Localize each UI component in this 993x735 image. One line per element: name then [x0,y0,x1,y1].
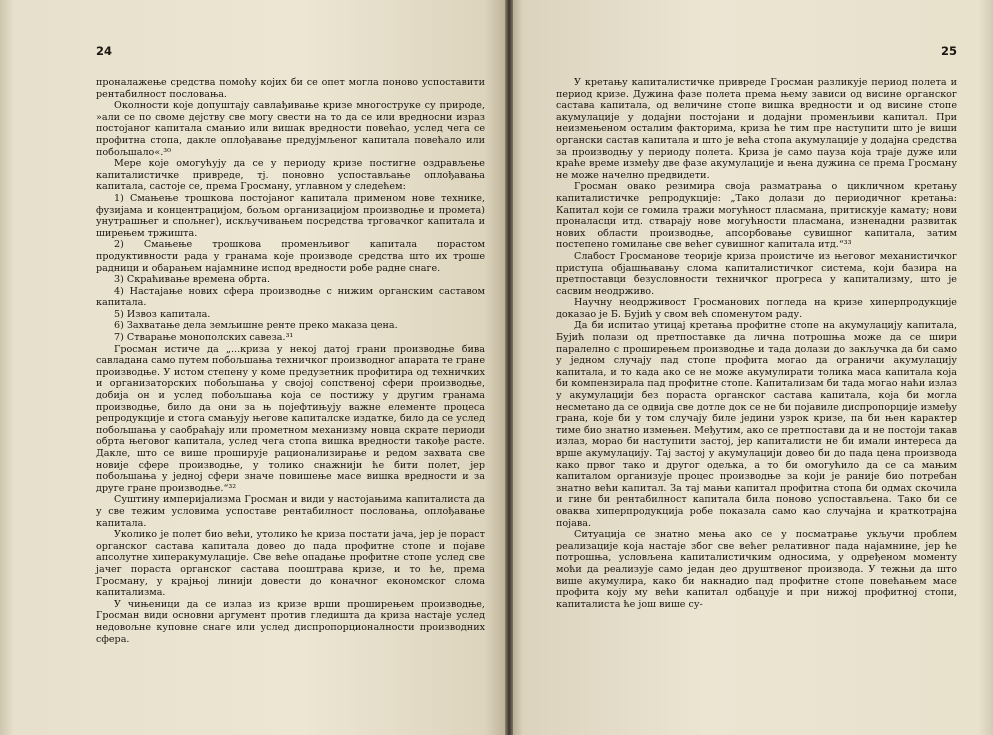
paragraph: Мере које омогућују да се у периоду кризе постигне оздрављење капиталистичке привреде, тј. поновно успостављање оплођавања капитала, састоје се, према Гросману, углавном у следећем: [96,158,485,193]
paragraph: Гросман истиче да „...криза у некој датој грани производње бива савладана само путем побољшања техничког производног апарата те гране производње. У истом степену у коме предузетник профитира од техничких и организаторских побољшања у својој сопственој сфери производње, добија он и услед побољшања која се постижу у другим гранама производње, било да они за њ појефтињују важне елементе процеса репродукције и стога смањују његове капиталске издатке, било да се услед побољшања у саобраћају или прометном механизму новца скрате периоди обрта његовог капитала, услед чега стопа вишка вредности такође расте. Дакле, што се више проширује рационализирање и редом захвата све новије сфере производње, у толико снажнији ће бити полет, јер побољшања у једној сфери значе повишење масе вишка вредности и за друге гране производње.“³² [96,343,485,494]
paragraph: Уколико је полет био већи, утолико ће криза постати јача, јер је пораст органског састава капитала довео до пада профитне стопе и појаве апсолутне хиперакумулације. Све веће опадање профитне стопе услед све јачег пораста органског састава пооштрава кризе, и то ће, према Гросману, у крајњој линији довести до коначног економског слома капитализма. [96,529,485,599]
paragraph: Слабост Гросманове теорије криза проистиче из његовог механистичког приступа објашњавању слома капиталистичког система, који базира на претпоставци безусловности техничког прогреса у капитализму, што је сасвим неодрживо. [556,250,957,297]
list-item: 7) Стварање монополских савеза.³¹ [114,332,294,344]
left-page-body [96,77,485,645]
list-item: 3) Скраћивање времена обрта. [114,274,271,286]
book-gutter [505,0,513,735]
paragraph: Суштину империјализма Гросман и види у настојањима капиталиста да у све тежим условима успоставе рентабилност пословања, оплођавање капитала. [96,494,485,529]
paragraph: проналажење средства помоћу којих би се опет могла поново успоставити рентабилност пословања. [96,77,485,100]
page-number-right: 25 [940,44,957,58]
paragraph: Гросман овако резимира своја разматрања о цикличном кретању капиталистичке репродукције: „Тако долази до периодичног кретања: Капитал који се гомила тражи могућност пласмана, притискује камату; нови проналасци итд. стварају нове могућности пласмана, изненадни развитак нових области производње, апсорбовање сувишног капитала, затим постепено гомилање све већег сувишног капитала итд.“³³ [556,181,957,251]
right-page [513,0,993,735]
paragraph: У чињеници да се излаз из кризе врши проширењем производње, Гросман види основни аргумент против гледишта да криза настаје услед недовољне куповне снаге или услед диспропорционалности производних сфера. [96,598,485,645]
list-item: 4) Настајање нових сфера производње с нижим органским саставом капитала. [96,285,485,309]
list-item: 5) Извоз капитала. [114,308,211,320]
paragraph: Околности које допуштају савлађивање кризе многоструке су природе, »али се по своме дејству све могу свести на то да се или вредносни израз постојаног капитала смањио или вишак вредности повећао, услед чега се профитна стопа, дакле оплођавање предујмљеног капитала повећало или побољшало«.³⁰ [96,100,485,158]
paragraph: Научну неодрживост Гросманових погледа на кризе хиперпродукције доказао је Б. Бујић у свом већ споменутом раду. [556,297,957,320]
list-item: 2) Смањење трошкова променљивог капитала порастом продуктивности рада у гранама које производе средства што их троше радници и обарањем најамнине испод вредности робе радне снаге. [96,239,485,274]
paragraph: У кретању капиталистичке привреде Гросман разликује период полета и период кризе. Дужина фазе полета према њему зависи од висине органског састава капитала, од величине стопе вишка вредности и од висине стопе акумулације у додајни постојани и додајни променљиви капитал. При неизмењеном осталим факторима, криза ће тим пре наступити што је виши органски састав капитала и што је већа стопа акумулације у додајна средства за производњу у периоду полета. Криза је само пауза која траје дуже или краће време између две фазе акумулације и њена дужина се према Гросману не може начелно предвидети. [556,77,957,181]
paragraph: Да би испитао утицај кретања профитне стопе на акумулацију капитала, Бујић полази од претпоставке да лична потрошња може да се шири паралелно с проширењем производње и тада долази до закључка да би само у једном случају пад стопе профита могао да ограничи акумулацију капитала, и то када ако се не може акумулирати толика маса капитала која би компензирала пад профитне стопе. Капитализам би тада могао наћи излаз у акумулацији без пораста органског састава капитала, која би могла несметано да се одвија све дотле док се не би појавиле диспропорције између грана, које би у том случају биле једини узрок кризе, па би њен карактер тиме био знатно измењен. Међутим, ако се претпостави да и не постоји такав излаз, морао би наступити застој, јер капиталисти не би имали интереса да врше акумулацију. Тај застој у акумулацији довео би до пада цена производа како првог тако и другог одељка, а то би омогућило да се са мањим капиталом организује процес производње за који је раније био потребан знатно већи капитал. За тај мањи капитал профитна стопа би одмах скочила и гине би рентабилност капитала била поново успостављена. Тако би се оваква хиперпродукција робе показала само као случајна и краткотрајна појава. [556,320,957,529]
paragraph: Ситуација се знатно мења ако се у посматрање укључи проблем реализације која настаје због све већег релативног пада најамнине, јер ће потрошња, условљена капиталистичким односима, у одређеном моменту моћи да реализује само један део друштвеног производа. У тежњи да што више акумулира, како би накнадио пад профитне стопе повећањем масе профита коју му већи капитал одбацује и при нижој профитној стопи, капиталиста ће још више су- [556,529,957,610]
list-item: 6) Захватање дела земљишне ренте преко маказа цена. [114,320,398,332]
list-item: 1) Смањење трошкова постојаног капитала применом нове технике, фузијама и концентрацијом, бољом организацијом производње и промета) унутрашњег и спољнег), искључивањем посредства трговачког капитала и ширењем тржишта. [96,192,485,239]
right-page-body [556,77,957,610]
page-number-left: 24 [96,44,113,58]
